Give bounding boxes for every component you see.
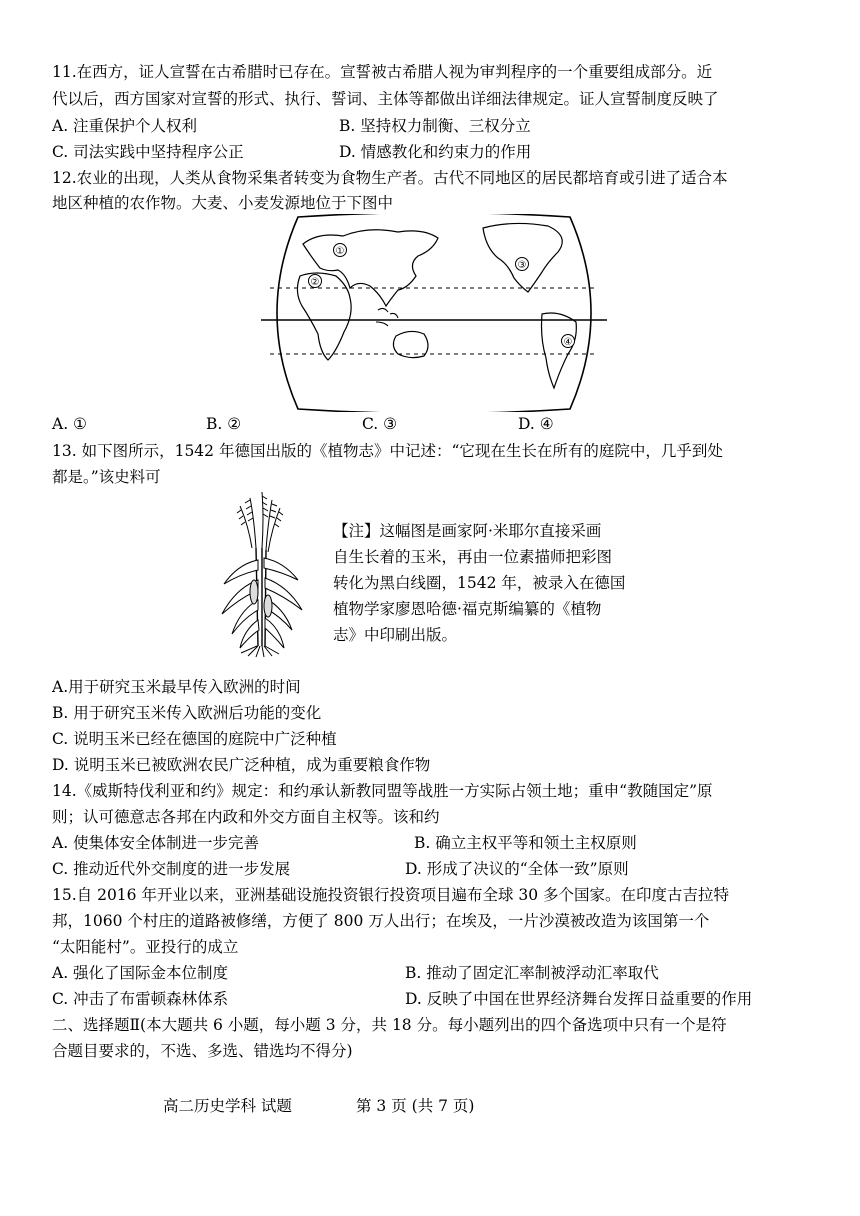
- q13-stem-line1: 13. 如下图所示，1542 年德国出版的《植物志》中记述：“它现在生长在所有的庭院中，几乎到处: [52, 442, 723, 460]
- q13-option-b: B. 用于研究玉米传入欧洲后功能的变化: [52, 704, 322, 722]
- q14-option-b: B. 确立主权平等和领土主权原则: [414, 834, 637, 852]
- q12-option-a: A. ①: [52, 415, 87, 433]
- svg-text:①: ①: [335, 246, 345, 257]
- q15-option-b: B. 推动了固定汇率制被浮动汇率取代: [405, 964, 659, 982]
- q12-stem-line2: 地区种植的农作物。大麦、小麦发源地位于下图中: [52, 194, 394, 212]
- section2-heading-line1: 二、选择题Ⅱ(本大题共 6 小题，每小题 3 分，共 18 分。每小题列出的四个备选项中只有一个是符: [52, 1016, 727, 1034]
- q11-option-d: D. 情感教化和约束力的作用: [339, 143, 532, 161]
- footer-subject: 高二历史学科 试题: [163, 1097, 292, 1115]
- map-marker-3: [516, 258, 529, 272]
- q15-stem-line3: “太阳能村”。亚投行的成立: [52, 938, 239, 956]
- q14-stem-line1: 14.《威斯特伐利亚和约》规定：和约承认新教同盟等战胜一方实际占领土地；重申“教随国定”原: [52, 782, 713, 800]
- q13-note-line3: 转化为黑白线圈，1542 年，被录入在德国: [333, 574, 626, 592]
- q15-stem-line2: 邦，1060 个村庄的道路被修缮，方便了 800 万人出行；在埃及，一片沙漠被改造为该国第一个: [52, 912, 710, 930]
- q12-option-b: B. ②: [206, 415, 242, 433]
- q12-option-d: D. ④: [518, 415, 554, 433]
- map-frame: [277, 214, 591, 412]
- svg-text:②: ②: [310, 277, 320, 288]
- q13-note-line1: 【注】这幅图是画家阿·米耶尔直接采画: [333, 522, 602, 540]
- q13-note-line2: 自生长着的玉米，再由一位素描师把彩图: [333, 548, 613, 566]
- q11-option-b: B. 坚持权力制衡、三权分立: [339, 117, 531, 135]
- q11-stem-line1: 11.在西方，证人宣誓在古希腊时已存在。宣誓被古希腊人视为审判程序的一个重要组成部分。近: [52, 63, 713, 81]
- world-map: [258, 214, 610, 412]
- map-marker-4: [562, 335, 575, 349]
- q13-note-line4: 植物学家廖恩哈德·福克斯编纂的《植物: [333, 600, 602, 618]
- q13-option-d: D. 说明玉米已被欧洲农民广泛种植，成为重要粮食作物: [52, 756, 431, 774]
- q14-option-c: C. 推动近代外交制度的进一步发展: [52, 860, 291, 878]
- corn-plant-illustration: [210, 488, 310, 658]
- q13-option-a: A.用于研究玉米最早传入欧洲的时间: [52, 678, 301, 696]
- q12-stem-line1: 12.农业的出现，人类从食物采集者转变为食物生产者。古代不同地区的居民都培育或引进了适合本: [52, 169, 728, 187]
- q11-stem-line2: 代以后，西方国家对宣誓的形式、执行、誓词、主体等都做出详细法律规定。证人宣誓制度反映了: [52, 90, 719, 108]
- svg-text:③: ③: [517, 260, 527, 271]
- footer-page-number: 第 3 页 (共 7 页): [356, 1097, 475, 1115]
- q11-option-a: A. 注重保护个人权利: [52, 117, 198, 135]
- q12-option-c: C. ③: [362, 415, 398, 433]
- q14-option-a: A. 使集体安全体制进一步完善: [52, 834, 260, 852]
- q15-option-d: D. 反映了中国在世界经济舞台发挥日益重要的作用: [405, 990, 753, 1008]
- q14-option-d: D. 形成了决议的“全体一致”原则: [405, 860, 629, 878]
- q13-option-c: C. 说明玉米已经在德国的庭院中广泛种植: [52, 730, 337, 748]
- svg-text:④: ④: [563, 337, 573, 348]
- q14-stem-line2: 则；认可德意志各邦在内政和外交方面自主权等。该和约: [52, 808, 440, 826]
- section2-heading-line2: 合题目要求的，不选、多选、错选均不得分): [52, 1042, 353, 1060]
- q13-stem-line2: 都是。”该史料可: [52, 468, 161, 486]
- map-marker-2: [309, 275, 322, 289]
- map-marker-1: [334, 244, 347, 258]
- q15-option-c: C. 冲击了布雷顿森林体系: [52, 990, 229, 1008]
- q15-option-a: A. 强化了国际金本位制度: [52, 964, 229, 982]
- q13-note-line5: 志》中印刷出版。: [333, 626, 458, 644]
- q15-stem-line1: 15.自 2016 年开业以来，亚洲基础设施投资银行投资项目遍布全球 30 多个国家。在印度古吉拉特: [52, 886, 730, 904]
- q11-option-c: C. 司法实践中坚持程序公正: [52, 143, 244, 161]
